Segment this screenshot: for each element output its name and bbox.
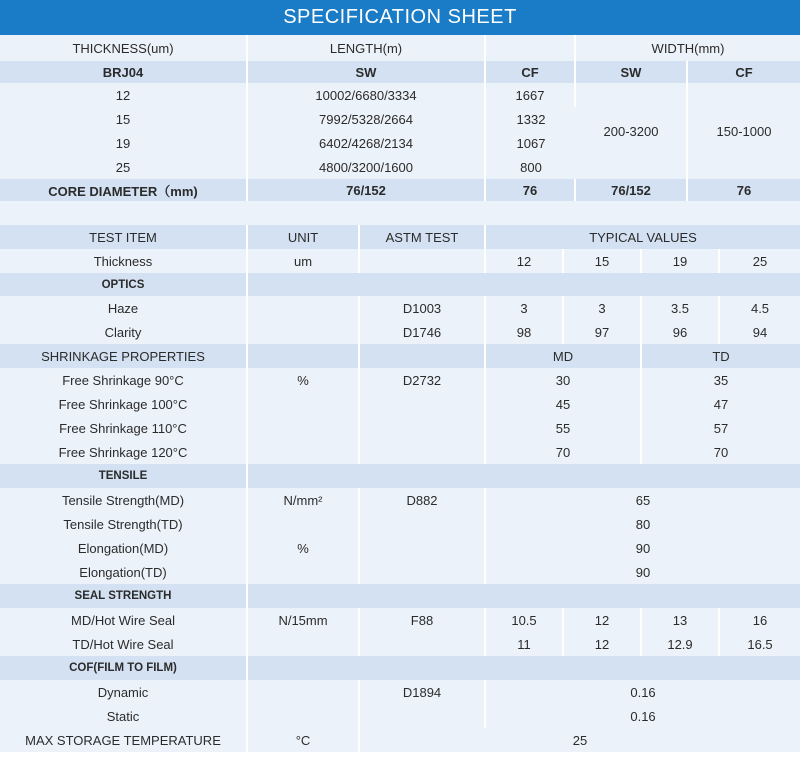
shrink-astm: D2732 xyxy=(360,368,486,392)
md-seal-astm: F88 xyxy=(360,608,486,632)
shrink-md-value: 70 xyxy=(486,440,642,464)
shrink-item: Free Shrinkage 110°C xyxy=(0,416,248,440)
test-table xyxy=(0,225,800,752)
shrink-td-value: 47 xyxy=(642,392,800,416)
section-band xyxy=(248,464,800,488)
md-seal-value: 13 xyxy=(642,608,720,632)
td-seal-item: TD/Hot Wire Seal xyxy=(0,632,248,656)
tensile-astm xyxy=(360,536,486,560)
spec-length-sw: 4800/3200/1600 xyxy=(248,155,486,179)
shrink-unit xyxy=(248,440,360,464)
clarity-value: 96 xyxy=(642,320,720,344)
shrink-astm xyxy=(360,416,486,440)
section-band xyxy=(248,273,800,296)
shrink-td-value: 57 xyxy=(642,416,800,440)
td-seal-astm xyxy=(360,632,486,656)
clarity-unit xyxy=(248,320,360,344)
haze-value: 3 xyxy=(564,296,642,320)
thickness-value: 19 xyxy=(642,249,720,273)
clarity-value: 97 xyxy=(564,320,642,344)
shrink-unit xyxy=(248,392,360,416)
length-cf-header: CF xyxy=(486,61,576,83)
tensile-unit xyxy=(248,560,360,584)
static-item: Static xyxy=(0,704,248,728)
dynamic-unit xyxy=(248,680,360,704)
section-band xyxy=(248,584,800,608)
shrink-item: Free Shrinkage 100°C xyxy=(0,392,248,416)
section-tensile: TENSILE xyxy=(0,464,248,488)
spec-thickness: 12 xyxy=(0,83,248,107)
core-width-cf: 76 xyxy=(688,179,800,201)
md-seal-unit: N/15mm xyxy=(248,608,360,632)
clarity-item: Clarity xyxy=(0,320,248,344)
shrink-item: Free Shrinkage 90°C xyxy=(0,368,248,392)
core-diameter-label: CORE DIAMETER（mm) xyxy=(0,179,248,201)
tensile-unit: % xyxy=(248,536,360,560)
section-spacer xyxy=(0,201,800,225)
spec-length-cf: 1332 xyxy=(486,107,576,131)
haze-astm: D1003 xyxy=(360,296,486,320)
shrink-td-value: 70 xyxy=(642,440,800,464)
tensile-item: Elongation(TD) xyxy=(0,560,248,584)
thickness-value: 12 xyxy=(486,249,564,273)
header-width: WIDTH(mm) xyxy=(576,35,800,61)
header-typical-values: TYPICAL VALUES xyxy=(486,225,800,249)
width-sw-range: 200-3200 xyxy=(576,83,688,179)
dynamic-astm: D1894 xyxy=(360,680,486,704)
shrink-td-value: 35 xyxy=(642,368,800,392)
width-cf-range: 150-1000 xyxy=(688,83,800,179)
header-astm: ASTM TEST xyxy=(360,225,486,249)
section-band xyxy=(248,344,360,368)
md-seal-value: 10.5 xyxy=(486,608,564,632)
core-width-sw: 76/152 xyxy=(576,179,688,201)
td-seal-value: 16.5 xyxy=(720,632,800,656)
section-shrinkage: SHRINKAGE PROPERTIES xyxy=(0,344,248,368)
spec-length-sw: 7992/5328/2664 xyxy=(248,107,486,131)
max-temp-unit: °C xyxy=(248,728,360,752)
thickness-item: Thickness xyxy=(0,249,248,273)
header-length: LENGTH(m) xyxy=(248,35,486,61)
spec-table xyxy=(0,35,800,225)
static-value: 0.16 xyxy=(486,704,800,728)
header-thickness: THICKNESS(um) xyxy=(0,35,248,61)
md-seal-value: 12 xyxy=(564,608,642,632)
shrink-item: Free Shrinkage 120°C xyxy=(0,440,248,464)
clarity-astm: D1746 xyxy=(360,320,486,344)
td-seal-unit xyxy=(248,632,360,656)
section-cof: COF(FILM TO FILM) xyxy=(0,656,248,680)
tensile-unit xyxy=(248,512,360,536)
md-seal-value: 16 xyxy=(720,608,800,632)
section-seal-strength: SEAL STRENGTH xyxy=(0,584,248,608)
tensile-item: Tensile Strength(MD) xyxy=(0,488,248,512)
header-test-item: TEST ITEM xyxy=(0,225,248,249)
spec-thickness: 15 xyxy=(0,107,248,131)
section-optics: OPTICS xyxy=(0,273,248,296)
thickness-astm xyxy=(360,249,486,273)
section-band xyxy=(360,344,486,368)
shrink-unit: % xyxy=(248,368,360,392)
max-temp-item: MAX STORAGE TEMPERATURE xyxy=(0,728,248,752)
tensile-item: Elongation(MD) xyxy=(0,536,248,560)
static-unit xyxy=(248,704,360,728)
td-seal-value: 12 xyxy=(564,632,642,656)
tensile-value: 65 xyxy=(486,488,800,512)
sheet-title: SPECIFICATION SHEET xyxy=(0,0,800,35)
core-length-sw: 76/152 xyxy=(248,179,486,201)
spec-length-sw: 10002/6680/3334 xyxy=(248,83,486,107)
shrink-md-value: 55 xyxy=(486,416,642,440)
section-band xyxy=(248,656,800,680)
spec-thickness: 19 xyxy=(0,131,248,155)
dynamic-item: Dynamic xyxy=(0,680,248,704)
tensile-item: Tensile Strength(TD) xyxy=(0,512,248,536)
shrink-unit xyxy=(248,416,360,440)
haze-value: 3 xyxy=(486,296,564,320)
static-astm xyxy=(360,704,486,728)
shrink-md-value: 30 xyxy=(486,368,642,392)
shrink-md-value: 45 xyxy=(486,392,642,416)
thickness-value: 15 xyxy=(564,249,642,273)
clarity-value: 98 xyxy=(486,320,564,344)
tensile-astm xyxy=(360,560,486,584)
tensile-value: 90 xyxy=(486,536,800,560)
length-sw-header: SW xyxy=(248,61,486,83)
shrink-md-header: MD xyxy=(486,344,642,368)
haze-value: 4.5 xyxy=(720,296,800,320)
shrink-td-header: TD xyxy=(642,344,800,368)
thickness-unit: um xyxy=(248,249,360,273)
tensile-value: 90 xyxy=(486,560,800,584)
td-seal-value: 12.9 xyxy=(642,632,720,656)
spec-length-cf: 1667 xyxy=(486,83,576,107)
haze-unit xyxy=(248,296,360,320)
dynamic-value: 0.16 xyxy=(486,680,800,704)
td-seal-value: 11 xyxy=(486,632,564,656)
spec-thickness: 25 xyxy=(0,155,248,179)
model-label: BRJ04 xyxy=(0,61,248,83)
header-unit: UNIT xyxy=(248,225,360,249)
header-empty xyxy=(486,35,576,61)
max-temp-value: 25 xyxy=(360,728,800,752)
shrink-astm xyxy=(360,440,486,464)
tensile-astm xyxy=(360,512,486,536)
haze-item: Haze xyxy=(0,296,248,320)
spec-length-cf: 800 xyxy=(486,155,576,179)
thickness-value: 25 xyxy=(720,249,800,273)
haze-value: 3.5 xyxy=(642,296,720,320)
spec-length-cf: 1067 xyxy=(486,131,576,155)
tensile-unit: N/mm² xyxy=(248,488,360,512)
tensile-value: 80 xyxy=(486,512,800,536)
core-length-cf: 76 xyxy=(486,179,576,201)
spec-length-sw: 6402/4268/2134 xyxy=(248,131,486,155)
width-cf-header: CF xyxy=(688,61,800,83)
tensile-astm: D882 xyxy=(360,488,486,512)
clarity-value: 94 xyxy=(720,320,800,344)
shrink-astm xyxy=(360,392,486,416)
width-sw-header: SW xyxy=(576,61,688,83)
md-seal-item: MD/Hot Wire Seal xyxy=(0,608,248,632)
